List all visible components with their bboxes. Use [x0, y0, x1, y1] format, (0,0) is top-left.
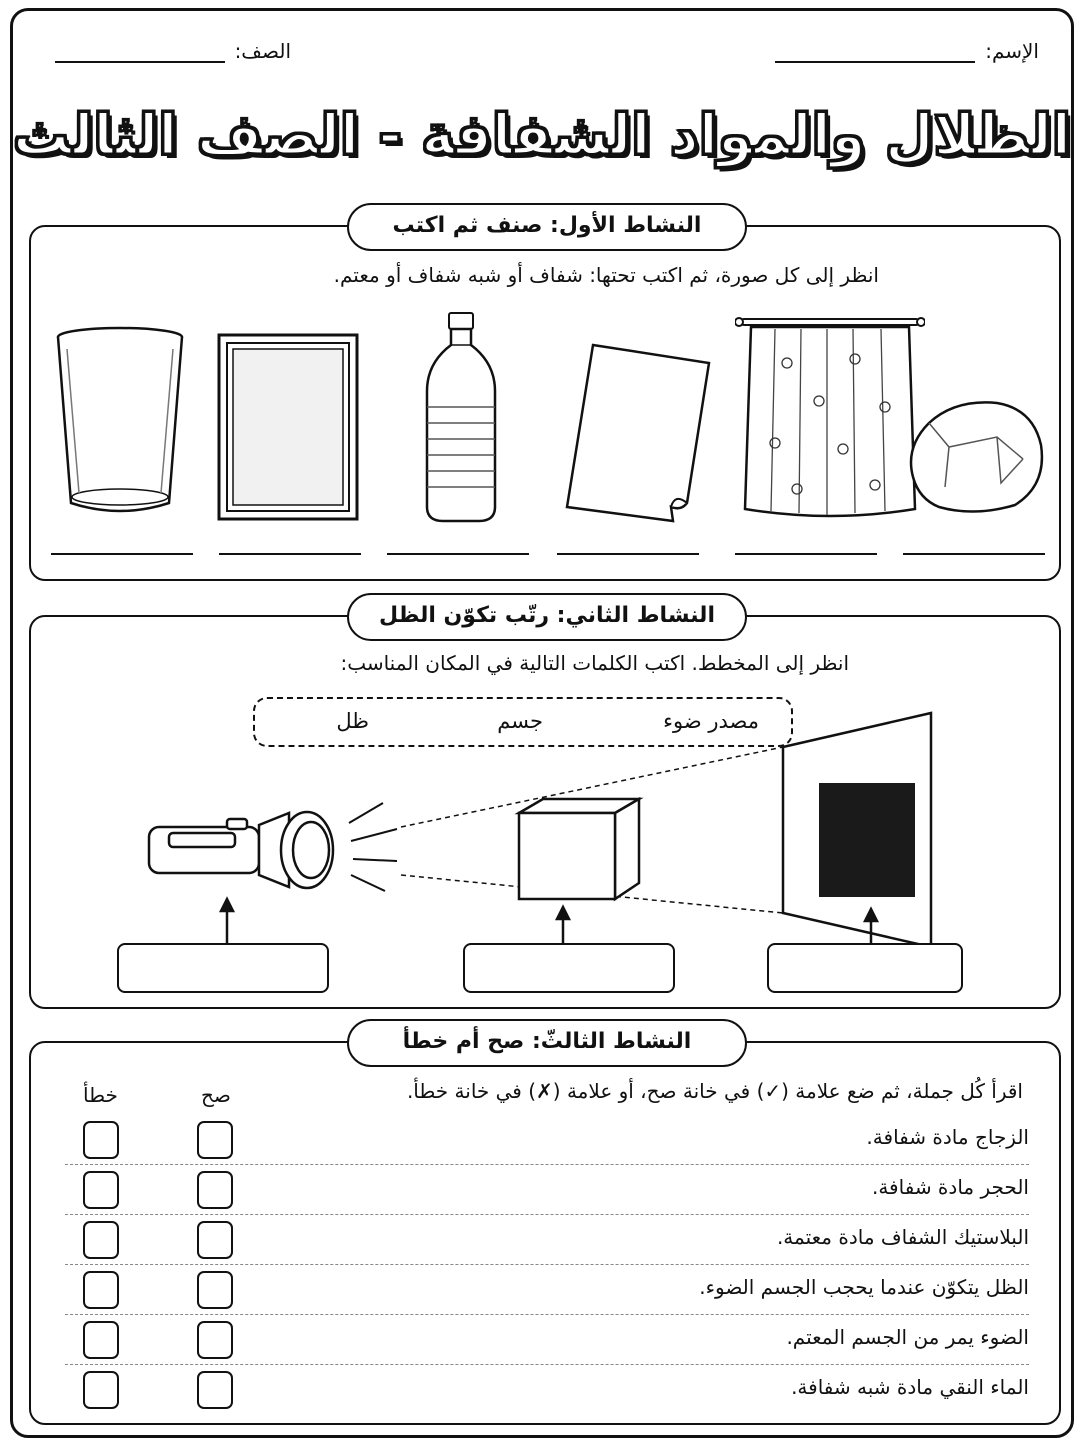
statement-text: الضوء يمر من الجسم المعتم. — [786, 1325, 1029, 1349]
true-checkbox[interactable] — [197, 1371, 233, 1409]
activity-3-heading: النشاط الثالثّ: صح أم خطأ — [347, 1019, 747, 1067]
activity-1-instruction: انظر إلى كل صورة، ثم اكتب تحتها: شفاف أو شبه شفاف أو معتم. — [333, 263, 879, 287]
grade-line[interactable] — [55, 41, 225, 63]
activity-3-section — [29, 1029, 1061, 1425]
statement-row-2 — [65, 1165, 1029, 1215]
true-checkbox[interactable] — [197, 1321, 233, 1359]
false-checkbox[interactable] — [83, 1171, 119, 1209]
activity-2-section — [29, 603, 1061, 1009]
label-box-object[interactable] — [463, 943, 675, 993]
false-checkbox[interactable] — [83, 1321, 119, 1359]
name-label: الإسم: — [985, 39, 1039, 63]
flashlight-icon — [149, 812, 333, 888]
glass-cup-image — [53, 325, 187, 521]
col-true-header: صح — [201, 1083, 231, 1107]
true-checkbox[interactable] — [197, 1221, 233, 1259]
col-false-header: خطأ — [83, 1083, 118, 1107]
activity-1-section — [29, 213, 1061, 581]
framed-paper-image — [217, 333, 359, 521]
statement-text: الزجاج مادة شفافة. — [866, 1125, 1029, 1149]
answer-line-2[interactable] — [219, 553, 361, 555]
paper-sheet-image — [563, 343, 711, 523]
shadow-shape — [819, 783, 915, 897]
worksheet-page — [10, 8, 1074, 1438]
plastic-bottle-image — [423, 311, 499, 525]
label-box-shadow[interactable] — [767, 943, 963, 993]
true-checkbox[interactable] — [197, 1121, 233, 1159]
label-box-light-source[interactable] — [117, 943, 329, 993]
grade-field[interactable] — [55, 39, 291, 63]
statement-text: الظل يتكوّن عندما يحجب الجسم الضوء. — [699, 1275, 1029, 1299]
answer-line-3[interactable] — [387, 553, 529, 555]
activity-2-instruction: انظر إلى المخطط. اكتب الكلمات التالية في المكان المناسب: — [340, 651, 849, 675]
activity-1-heading: النشاط الأول: صنف ثم اكتب — [347, 203, 747, 251]
name-line[interactable] — [775, 41, 975, 63]
word-object: جسم — [497, 709, 543, 733]
statement-row-3 — [65, 1215, 1029, 1265]
grade-label: الصف: — [234, 39, 291, 63]
answer-line-4[interactable] — [557, 553, 699, 555]
statement-text: البلاستيك الشفاف مادة معتمة. — [776, 1225, 1029, 1249]
false-checkbox[interactable] — [83, 1271, 119, 1309]
rock-image — [905, 397, 1047, 517]
statement-row-6 — [65, 1365, 1029, 1415]
object-cube — [519, 799, 639, 899]
statement-row-5 — [65, 1315, 1029, 1365]
page-title: الظلال والمواد الشفافة - الصف الثالث — [13, 103, 1071, 168]
activity-2-heading: النشاط الثاني: رتّب تكوّن الظل — [347, 593, 747, 641]
statement-row-4 — [65, 1265, 1029, 1315]
activity-3-instruction: اقرأ كُل جملة، ثم ضع علامة (✓) في خانة صح، أو علامة (✗) في خانة خطأ. — [406, 1079, 1023, 1103]
answer-line-5[interactable] — [735, 553, 877, 555]
curtain-image — [735, 313, 925, 523]
statement-text: الماء النقي مادة شبه شفافة. — [791, 1375, 1029, 1399]
false-checkbox[interactable] — [83, 1121, 119, 1159]
statement-row-1 — [65, 1115, 1029, 1165]
word-shadow: ظل — [336, 709, 369, 733]
word-light-source: مصدر ضوء — [663, 709, 759, 733]
true-checkbox[interactable] — [197, 1171, 233, 1209]
true-checkbox[interactable] — [197, 1271, 233, 1309]
false-checkbox[interactable] — [83, 1371, 119, 1409]
statement-text: الحجر مادة شفافة. — [871, 1175, 1029, 1199]
objects-row — [31, 307, 1059, 537]
answer-line-6[interactable] — [903, 553, 1045, 555]
name-field[interactable] — [775, 39, 1039, 63]
answer-line-1[interactable] — [51, 553, 193, 555]
false-checkbox[interactable] — [83, 1221, 119, 1259]
